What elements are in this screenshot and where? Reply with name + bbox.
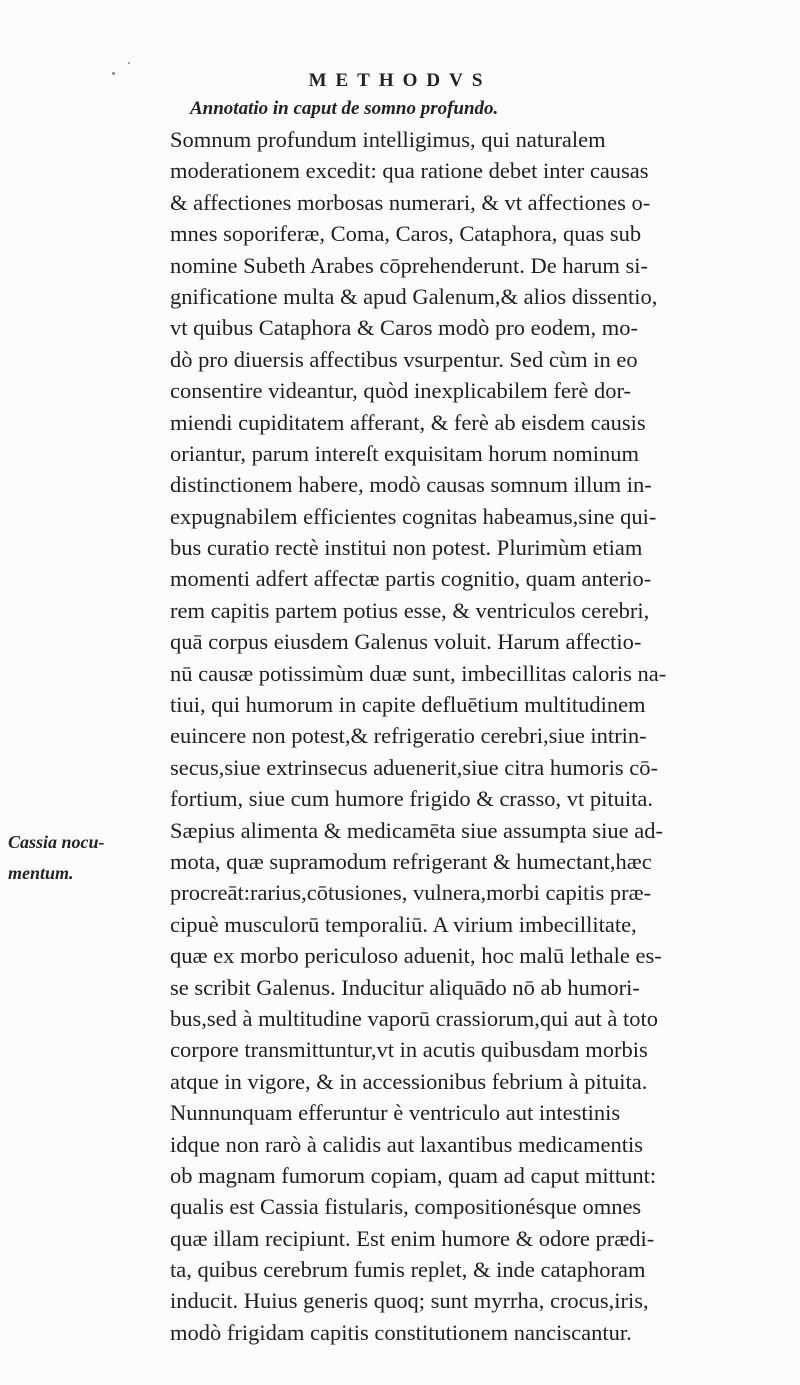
text-line: dò pro diuersis affectibus vsurpentur. Sed cùm in eo <box>170 346 638 372</box>
text-line: se scribit Galenus. Inducitur aliquādo nō ab humori- <box>170 974 640 1000</box>
text-line: vt quibus Cataphora & Caros modò pro eodem, mo- <box>170 315 639 341</box>
text-line: momenti adfert affectæ partis cognitio, quam anterio- <box>170 566 652 592</box>
text-line: Somnum profundum intelligimus, qui naturalem <box>170 127 606 152</box>
text-line: nomine Subeth Arabes cōprehenderunt. De harum si- <box>170 252 648 278</box>
text-line: rem capitis partem potius esse, & ventriculos cerebri, <box>170 597 650 623</box>
text-line: mota, quæ supramodum refrigerant & humectant,hæc <box>170 848 652 874</box>
text-line: Sæpius alimenta & medicamēta siue assumpta siue ad- <box>170 817 664 843</box>
body-text <box>170 124 800 1348</box>
text-line: miendi cupiditatem afferant, & ferè ab eisdem causis <box>170 409 646 435</box>
margin-note-line: mentum. <box>8 863 74 883</box>
text-line: euincere non potest,& refrigeratio cerebri,siue intrin- <box>170 723 647 749</box>
text-line: ta, quibus cerebrum fumis replet, & inde cataphoram <box>170 1257 646 1283</box>
text-line: oriantur, parum intereſt exquisitam horum nominum <box>170 440 640 466</box>
text-line: bus,sed à multitudine vaporū crassiorum,qui aut à toto <box>170 1005 659 1031</box>
text-line: idque non rarò à calidis aut laxantibus medicamentis <box>170 1131 643 1157</box>
text-line: quā corpus eiusdem Galenus voluit. Harum affectio- <box>170 629 642 655</box>
ink-speck <box>112 72 115 75</box>
text-line: distinctionem habere, modò causas somnum illum in- <box>170 472 652 498</box>
text-line: inducit. Huius generis quoq; sunt myrrha, crocus,iris, <box>170 1288 649 1314</box>
text-line: moderationem excedit: qua ratione debet inter causas <box>170 158 649 184</box>
text-line: quæ ex morbo periculoso aduenit, hoc malū lethale es- <box>170 943 662 969</box>
text-line: atque in vigore, & in accessionibus febrium à pituita. <box>170 1068 648 1094</box>
text-line: Nunnunquam efferuntur è ventriculo aut intestinis <box>170 1100 621 1126</box>
text-line: & affectiones morbosas numerari, & vt affectiones o- <box>170 189 651 215</box>
running-head: METHODVS <box>308 70 492 91</box>
text-line: modò frigidam capitis constitutionem nanciscantur. <box>170 1319 632 1345</box>
text-line: procreāt:rarius,cōtusiones, vulnera,morbi capitis præ- <box>170 880 652 906</box>
text-line: bus curatio rectè institui non potest. Plurimùm etiam <box>170 535 643 561</box>
margin-note-line: Cassia nocu- <box>8 832 105 852</box>
text-line: nū causæ potissimùm duæ sunt, imbecillitas caloris na- <box>170 660 667 686</box>
text-line: expugnabilem efficientes cognitas habeamus,sine qui- <box>170 503 657 529</box>
section-heading: Annotatio in caput de somno profundo. <box>190 98 499 119</box>
text-line: fortium, siue cum humore frigido & crasso, vt pituita. <box>170 786 654 812</box>
text-line: mnes soporiferæ, Coma, Caros, Cataphora, quas sub <box>170 221 642 247</box>
text-line: quæ illam recipiunt. Est enim humore & odore prædi- <box>170 1225 655 1251</box>
text-line: consentire videantur, quòd inexplicabilem ferè dor- <box>170 378 631 404</box>
margin-note <box>8 827 158 889</box>
text-line: ob magnam fumorum copiam, quam ad caput mittunt: <box>170 1162 657 1188</box>
text-line: qualis est Cassia fistularis, compositionésque omnes <box>170 1194 642 1220</box>
text-line: tiui, qui humorum in capite defluētium multitudinem <box>170 692 646 718</box>
text-line: cipuè musculorū temporaliū. A virium imbecillitate, <box>170 911 637 937</box>
text-line: corpore transmittuntur,vt in acutis quibusdam morbis <box>170 1037 648 1063</box>
text-line: secus,siue extrinsecus aduenerit,siue citra humoris cō- <box>170 754 658 780</box>
text-line: gnificatione multa & apud Galenum,& alios dissentio, <box>170 283 658 309</box>
ink-speck <box>128 62 130 64</box>
